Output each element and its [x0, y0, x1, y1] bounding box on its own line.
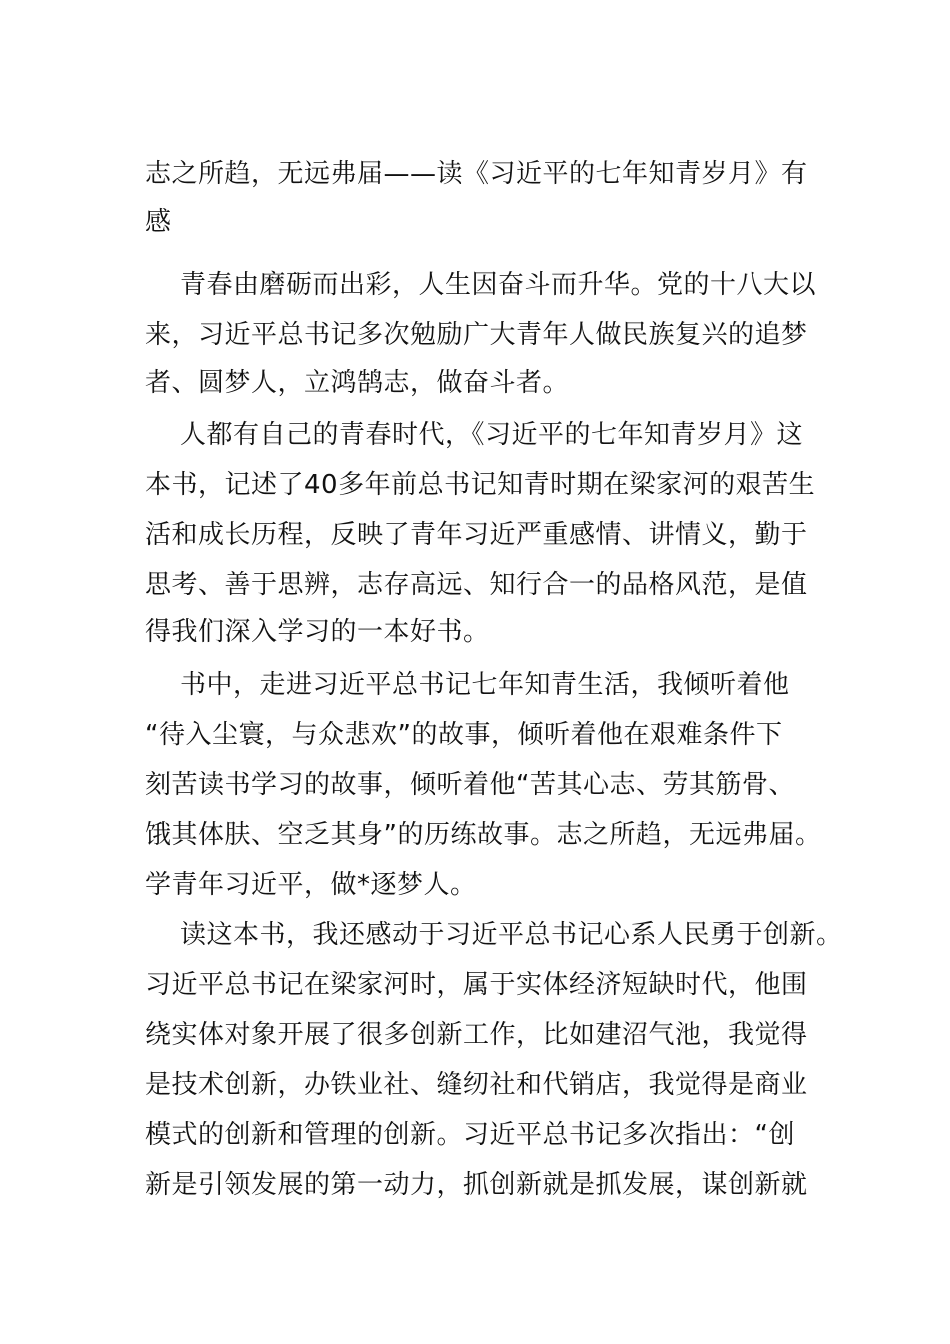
paragraph-line: 绕实体对象开展了很多创新工作，比如建沼气池，我觉得 [145, 1020, 808, 1050]
paragraph-line: 刻苦读书学习的故事，倾听着他“苦其心志、劳其筋骨、 [145, 770, 795, 800]
document-title-line: 感 [145, 207, 172, 237]
paragraph-line: 饿其体肤、空乏其身”的历练故事。志之所趋，无远弗届。 [145, 820, 822, 850]
paragraph-line: 模式的创新和管理的创新。习近平总书记多次指出：“创 [145, 1120, 795, 1150]
paragraph-line: 活和成长历程，反映了青年习近严重感情、讲情义，勤于 [145, 520, 808, 550]
paragraph-line: 书中，走进习近平总书记七年知青生活，我倾听着他 [180, 670, 790, 700]
paragraph-line: 来，习近平总书记多次勉励广大青年人做民族复兴的追梦 [145, 320, 808, 350]
paragraph-line: “待入尘寰，与众悲欢”的故事，倾听着他在艰难条件下 [145, 720, 783, 750]
paragraph-line: 人都有自己的青春时代，《习近平的七年知青岁月》这 [180, 420, 804, 450]
paragraph-line: 思考、善于思辨，志存高远、知行合一的品格风范，是值 [145, 570, 808, 600]
paragraph-line: 者、圆梦人，立鸿鹄志，做奋斗者。 [145, 368, 570, 398]
paragraph-line: 读这本书，我还感动于习近平总书记心系人民勇于创新。 [180, 920, 843, 950]
paragraph-line: 习近平总书记在梁家河时，属于实体经济短缺时代，他围 [145, 970, 808, 1000]
paragraph-line: 青春由磨砺而出彩，人生因奋斗而升华。党的十八大以 [180, 270, 817, 300]
paragraph-line: 得我们深入学习的一本好书。 [145, 617, 490, 647]
document-title-line: 志之所趋，无远弗届——读《习近平的七年知青岁月》有 [145, 159, 808, 189]
paragraph-line: 本书，记述了40多年前总书记知青时期在梁家河的艰苦生 [145, 470, 816, 500]
paragraph-line: 新是引领发展的第一动力，抓创新就是抓发展，谋创新就 [145, 1170, 808, 1200]
paragraph-line: 是技术创新，办铁业社、缝纫社和代销店，我觉得是商业 [145, 1070, 808, 1100]
paragraph-line: 学青年习近平，做*逐梦人。 [145, 870, 477, 900]
